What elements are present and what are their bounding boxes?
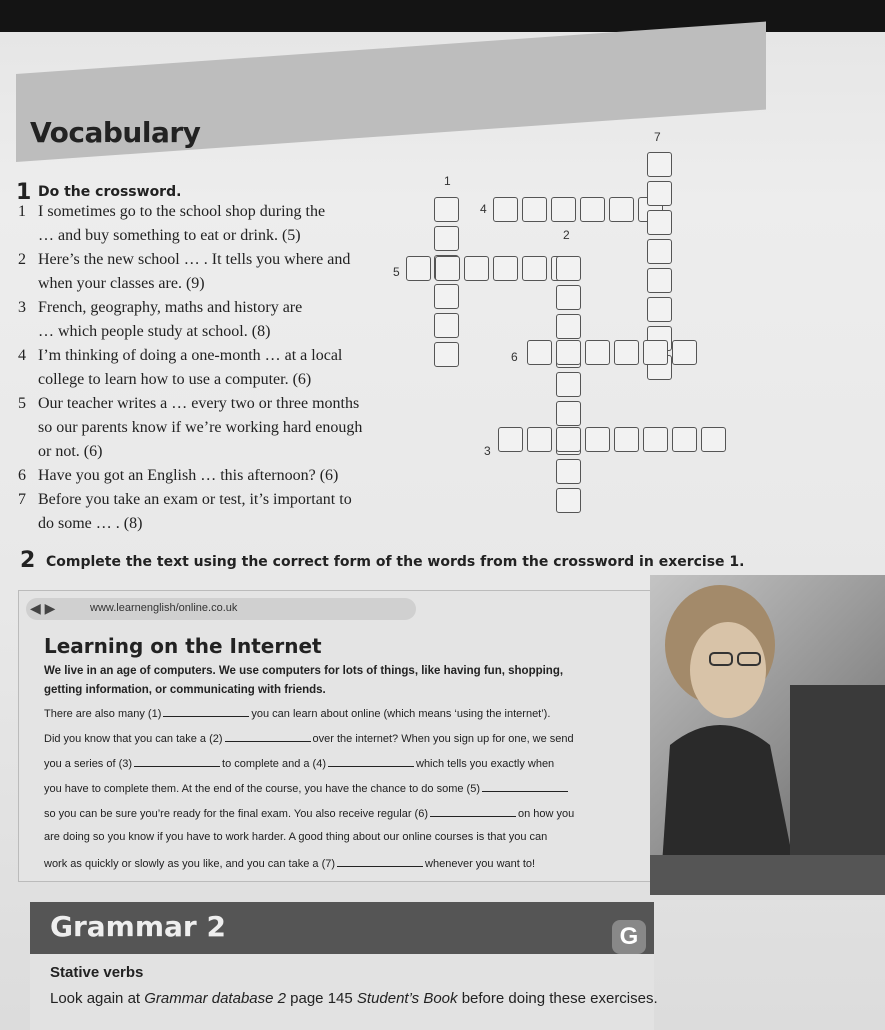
- exercise-1-instruction: Do the crossword.: [38, 184, 182, 200]
- text-line: you have to complete them. At the end of the course, you have the chance to do some (5): [44, 781, 570, 795]
- crossword-cell[interactable]: [435, 256, 460, 281]
- crossword-cell[interactable]: [614, 340, 639, 365]
- crossword-number: 3: [484, 444, 491, 458]
- crossword-cell[interactable]: [522, 256, 547, 281]
- crossword-cell[interactable]: [614, 427, 639, 452]
- webpage-title: Learning on the Internet: [44, 634, 322, 658]
- crossword-cell[interactable]: [585, 340, 610, 365]
- crossword-cell[interactable]: [464, 256, 489, 281]
- crossword-cell[interactable]: [672, 340, 697, 365]
- crossword-cell[interactable]: [527, 340, 552, 365]
- crossword-cell[interactable]: [647, 210, 672, 235]
- crossword-cell[interactable]: [647, 181, 672, 206]
- crossword-cell[interactable]: [556, 401, 581, 426]
- crossword-cell[interactable]: [551, 197, 576, 222]
- clue-5: 5 Our teacher writes a … every two or three months so our parents know if we’re working hard enough or not. (6): [18, 395, 363, 460]
- crossword-number: 5: [393, 265, 400, 279]
- crossword-cell[interactable]: [522, 197, 547, 222]
- text-line: so you can be sure you’re ready for the final exam. You also receive regular (6) on how you: [44, 808, 575, 820]
- crossword-number: 4: [480, 202, 487, 216]
- crossword-cell[interactable]: [585, 427, 610, 452]
- crossword-cell[interactable]: [647, 152, 672, 177]
- crossword-cell[interactable]: [556, 256, 581, 281]
- crossword-cell[interactable]: [701, 427, 726, 452]
- crossword-cell[interactable]: [493, 256, 518, 281]
- crossword-cell[interactable]: [527, 427, 552, 452]
- crossword-cell[interactable]: [556, 340, 581, 365]
- clue-2: 2 Here’s the new school … . It tells you where and when your classes are. (9): [18, 251, 351, 292]
- exercise-1-number: 1: [16, 180, 32, 205]
- text-line: you a series of (3) to complete and a (4) which tells you exactly when: [44, 758, 555, 770]
- answer-blank[interactable]: [163, 706, 249, 717]
- crossword-cell[interactable]: [498, 427, 523, 452]
- crossword-cell[interactable]: [556, 488, 581, 513]
- nav-arrows-icon: ◀ ▶: [30, 600, 56, 616]
- answer-blank[interactable]: [337, 856, 423, 867]
- stative-verbs-heading: Stative verbs: [50, 964, 144, 981]
- exercise-2-number: 2: [20, 548, 36, 573]
- answer-blank[interactable]: [134, 756, 220, 767]
- crossword-cell[interactable]: [556, 459, 581, 484]
- clue-3: 3 French, geography, maths and history are … which people study at school. (8): [18, 299, 303, 340]
- crossword-cell[interactable]: [556, 372, 581, 397]
- crossword-cell[interactable]: [434, 342, 459, 367]
- webpage-intro: We live in an age of computers. We use computers for lots of things, like having fun, shopping, getting information, or communicating with friends.: [44, 665, 564, 696]
- answer-blank[interactable]: [225, 731, 311, 742]
- crossword-cell[interactable]: [609, 197, 634, 222]
- crossword-cell[interactable]: [672, 427, 697, 452]
- url-text: www.learnenglish/online.co.uk: [90, 602, 238, 614]
- text-line: are doing so you know if you have to work harder. A good thing about our online courses is that you can: [44, 831, 548, 843]
- crossword-cell[interactable]: [647, 297, 672, 322]
- grammar-title: Grammar 2: [50, 910, 226, 943]
- clue-7: 7 Before you take an exam or test, it’s important to do some … . (8): [18, 491, 352, 532]
- clue-6: 6 Have you got an English … this afternoon? (6): [18, 467, 339, 484]
- clue-4: 4 I’m thinking of doing a one-month … at a local college to learn how to use a computer. (6): [18, 347, 343, 388]
- crossword-number: 2: [563, 228, 570, 242]
- crossword-number: 6: [511, 350, 518, 364]
- crossword-cell[interactable]: [556, 314, 581, 339]
- crossword-number: 7: [654, 130, 661, 144]
- answer-blank[interactable]: [430, 806, 516, 817]
- text-line: work as quickly or slowly as you like, and you can take a (7) whenever you want to!: [44, 858, 536, 870]
- grammar-instruction: Look again at Grammar database 2 page 145 Student’s Book before doing these exercises.: [50, 990, 658, 1007]
- crossword-cell[interactable]: [556, 285, 581, 310]
- grammar-badge: G: [612, 920, 646, 954]
- crossword-cell[interactable]: [406, 256, 431, 281]
- crossword-cell[interactable]: [434, 226, 459, 251]
- crossword-cell[interactable]: [493, 197, 518, 222]
- crossword-cell[interactable]: [647, 239, 672, 264]
- crossword-cell[interactable]: [643, 427, 668, 452]
- crossword-cell[interactable]: [434, 197, 459, 222]
- crossword-cell[interactable]: [580, 197, 605, 222]
- text-line: There are also many (1) you can learn about online (which means ‘using the internet’).: [44, 708, 551, 720]
- vocabulary-title: Vocabulary: [30, 116, 201, 149]
- crossword-cell[interactable]: [647, 268, 672, 293]
- student-computer-photo: [650, 575, 885, 895]
- crossword-cell[interactable]: [556, 427, 581, 452]
- answer-blank[interactable]: [482, 781, 568, 792]
- answer-blank[interactable]: [328, 756, 414, 767]
- crossword-cell[interactable]: [643, 340, 668, 365]
- text-line: Did you know that you can take a (2) over the internet? When you sign up for one, we send: [44, 733, 574, 745]
- exercise-2-instruction: Complete the text using the correct form of the words from the crossword in exercise 1.: [46, 554, 745, 570]
- crossword-cell[interactable]: [434, 313, 459, 338]
- crossword-cell[interactable]: [434, 284, 459, 309]
- clue-1: 1 I sometimes go to the school shop during the … and buy something to eat or drink. (5): [18, 203, 326, 244]
- crossword-number: 1: [444, 174, 451, 188]
